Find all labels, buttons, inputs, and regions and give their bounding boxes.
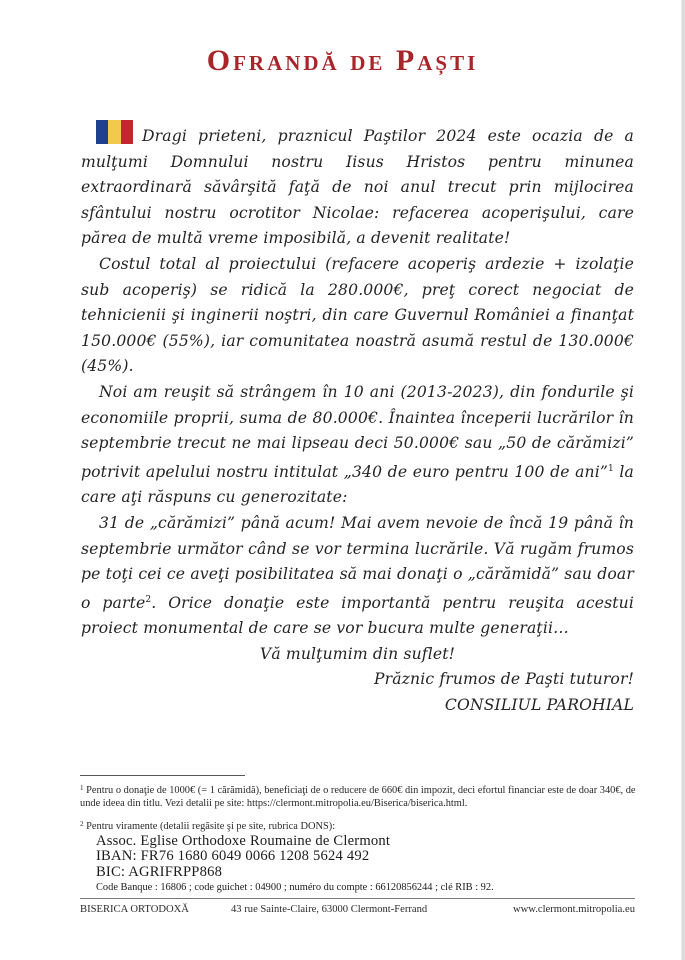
footnote-ref-1[interactable]: 1	[608, 463, 614, 474]
thanks-line: Vă mulţumim din suflet!	[259, 644, 456, 663]
footer-address: 43 rue Sainte-Claire, 63000 Clermont-Ferrand	[231, 904, 428, 915]
footer-website-link[interactable]: www.clermont.mitropolia.eu	[513, 904, 635, 915]
paragraph-savings	[81, 380, 634, 511]
flag-stripe-red	[121, 120, 133, 144]
page-edge-shadow	[681, 0, 685, 960]
bank-details	[80, 834, 640, 894]
paragraph-appeal-text: 31 de „cărămizi” până acum! Mai avem nevoie de încă 19 până în septembrie următor când se vor termina lucrările. Vă rugăm frumos pe toţi cei ce aveţi posibilitatea să mai donaţi o „cărămidă” sau doar o parte	[81, 513, 634, 612]
letter-body	[81, 120, 634, 719]
footnote-1	[80, 782, 640, 810]
footnote-1-text: Pentru o donaţie de 1000€ (= 1 cărămidă), beneficiaţi de o reducere de 660€ din impozit, deci efortul financiar este de doar 340€, de unde ideea din titlu. Vezi detalii pe site: https://clermont.mitropolia.eu/Biserica/biserica.html.	[80, 785, 636, 809]
footnote-2-text: Pentru viramente (detalii regăsite şi pe site, rubrica DONS):	[86, 821, 336, 833]
footnote-ref-2[interactable]: 2	[145, 594, 152, 605]
flag-stripe-blue	[96, 120, 108, 144]
paragraph-appeal-text-end: . Orice donaţie este importantă pentru reuşita acestui proiect monumental de care se vor bucura multe generaţii…	[81, 593, 634, 638]
footnote-1-number: 1	[80, 784, 84, 792]
paragraph-savings-text: Noi am reuşit să strângem în 10 ani (2013-2023), din fondurile şi economiile proprii, suma de 80.000€. Înaintea începerii lucrărilor în septembrie trecut ne mai lipseau deci 50.000€ sau „50 de cărămizi” potrivit apelului nostru intitulat „340 de euro pentru 100 de ani”	[81, 382, 634, 481]
footer-organization: BISERICA ORTODOXĂ	[80, 904, 189, 915]
paragraph-appeal	[81, 511, 634, 642]
footnote-divider	[80, 775, 245, 776]
iban: IBAN: FR76 1680 6049 0066 1208 5624 492	[96, 848, 370, 865]
paragraph-cost: Costul total al proiectului (refacere acoperiş ardezie + izolaţie sub acoperiş) se ridică la 280.000€, preţ corect negociat de tehnicienii şi inginerii noştri, din care Guvernul României a finanţat 150.000€ (55%), iar comunitatea noastră asumă restul de 130.000€ (45%).	[81, 254, 634, 376]
footnote-2-number: 2	[80, 820, 84, 829]
romanian-flag-icon	[96, 120, 133, 144]
footnote-2	[80, 818, 640, 834]
paragraph-intro	[81, 120, 634, 252]
footer-divider	[80, 898, 635, 899]
bank-codes: Code Banque : 16806 ; code guichet : 04900 ; numéro du compte : 66120856244 ; clé RIB : 92.	[96, 881, 494, 893]
account-name: Assoc. Eglise Orthodoxe Roumaine de Clermont	[96, 832, 391, 849]
flag-stripe-yellow	[108, 120, 120, 144]
footnotes	[80, 782, 640, 894]
bic: BIC: AGRIFRPP868	[96, 863, 223, 880]
paragraph-savings-text-end: la care aţi răspuns cu generozitate:	[81, 462, 634, 507]
signature: CONSILIUL PAROHIAL	[444, 696, 634, 715]
page-title: Ofrandă de Paști	[206, 44, 479, 77]
greeting-line: Prăznic frumos de Paşti tuturor!	[373, 670, 634, 689]
paragraph-intro-text: Dragi prieteni, praznicul Paştilor 2024 este ocazia de a mulţumi Domnului nostru Iisus Hristos pentru minunea extraordinară săvârşită faţă de noi anul trecut prin mijlocirea sfântului nostru ocrotitor Nicolae: refacerea acoperişului, care părea de multă vreme imposibilă, a devenit realitate!	[81, 127, 634, 248]
